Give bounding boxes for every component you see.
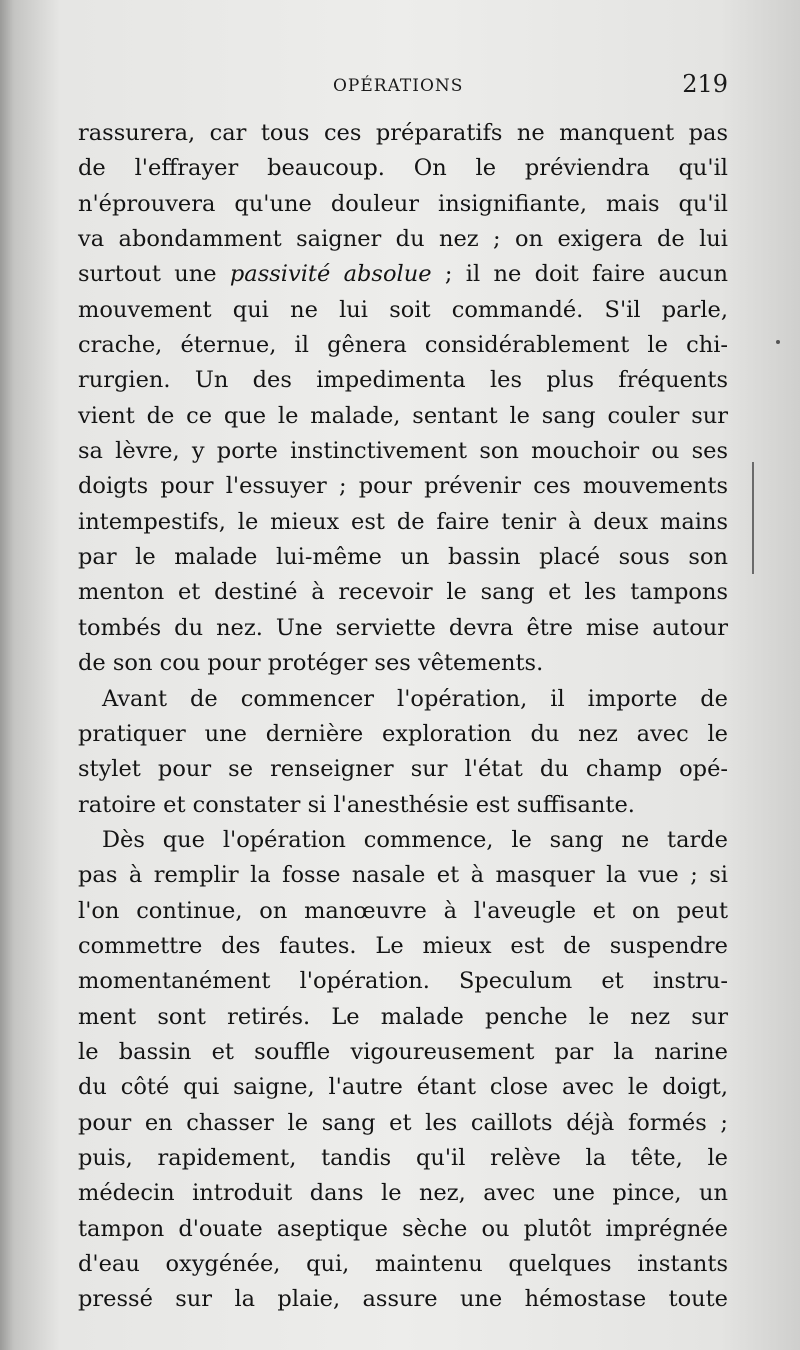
text-line: pour en chasser le sang et les caillots déjà formés ; (78, 1109, 728, 1136)
paragraph-start: Dès que l'opération commence, le sang ne tarde (102, 826, 728, 853)
text-line: ment sont retirés. Le malade penche le nez sur (78, 1003, 728, 1030)
text-line: vient de ce que le malade, sentant le sang couler sur (78, 402, 728, 429)
text-line: crache, éternue, il gênera considérablement le chi- (78, 332, 728, 359)
text-line: pressé sur la plaie, assure une hémostase toute (78, 1286, 728, 1313)
text-line: menton et destiné à recevoir le sang et les tampons (78, 579, 728, 606)
text-line: stylet pour se renseigner sur l'état du champ opé- (78, 756, 728, 783)
text-line: doigts pour l'essuyer ; pour prévenir ces mouvements (78, 473, 728, 500)
text-line: tampon d'ouate aseptique sèche ou plutôt imprégnée (78, 1215, 728, 1242)
page-number: 219 (682, 70, 728, 98)
text-line: puis, rapidement, tandis qu'il relève la tête, le (78, 1144, 728, 1171)
paragraph-start: Avant de commencer l'opération, il importe de (102, 685, 728, 712)
text-line: sa lèvre, y porte instinctivement son mouchoir ou ses (78, 438, 728, 465)
text-line: d'eau oxygénée, qui, maintenu quelques instants (78, 1251, 728, 1277)
text-line: rurgien. Un des impedimenta les plus fréquents (78, 367, 728, 394)
margin-mark (752, 462, 754, 574)
text-line: pas à remplir la fosse nasale et à masquer la vue ; si (78, 862, 728, 889)
text-line: de l'effrayer beaucoup. On le préviendra qu'il (78, 155, 728, 182)
text-line: pratiquer une dernière exploration du nez avec le (78, 720, 728, 747)
text-line: intempestifs, le mieux est de faire tenir à deux mains (78, 508, 728, 535)
text-line: par le malade lui-même un bassin placé sous son (78, 544, 728, 571)
text-line: n'éprouvera qu'une douleur insignifiante, mais qu'il (78, 190, 728, 217)
text-line: mouvement qui ne lui soit commandé. S'il parle, (78, 296, 728, 323)
italic-emphasis: passivité absolue (229, 261, 432, 288)
text-line-italic: surtout une passivité absolue ; il ne doit faire aucun (78, 261, 728, 288)
text-line: médecin introduit dans le nez, avec une pince, un (78, 1180, 728, 1207)
text-line: va abondamment saigner du nez ; on exigera de lui (78, 226, 728, 253)
text-line: l'on continue, on manœuvre à l'aveugle et on peut (78, 897, 728, 924)
text-line: tombés du nez. Une serviette devra être mise autour (78, 614, 728, 641)
body-text (78, 116, 728, 1318)
text-line: le bassin et souffle vigoureusement par la narine (78, 1038, 728, 1065)
text-line: rassurera, car tous ces préparatifs ne manquent pas (78, 120, 728, 146)
scan-speck (776, 340, 780, 344)
text-line: de son cou pour protéger ses vêtements. (78, 650, 544, 677)
text-line: commettre des fautes. Le mieux est de suspendre (78, 932, 728, 959)
running-head: OPÉRATIONS (333, 76, 464, 96)
page-header (78, 70, 728, 104)
text-line: du côté qui saigne, l'autre étant close avec le doigt, (78, 1074, 728, 1101)
text-line: momentanément l'opération. Speculum et instru- (78, 968, 728, 995)
text-line: ratoire et constater si l'anesthésie est suffisante. (78, 791, 635, 818)
